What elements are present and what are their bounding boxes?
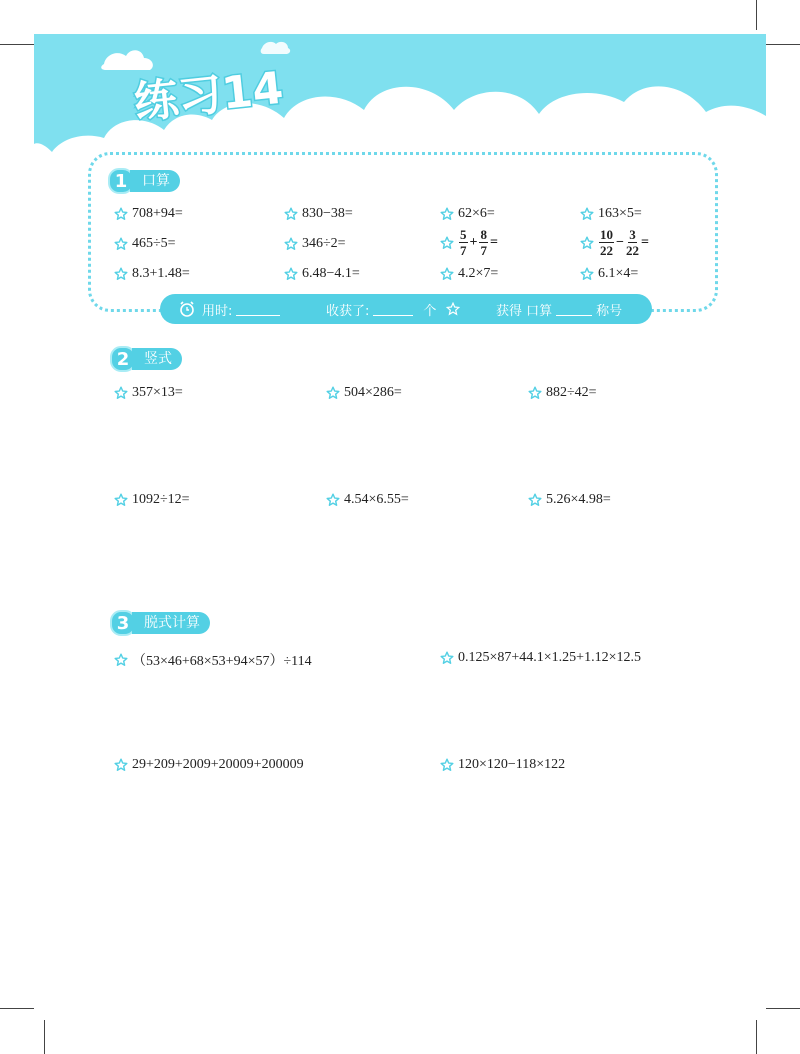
star-icon — [326, 493, 340, 507]
earned-title-field — [496, 294, 622, 324]
star-icon — [114, 386, 128, 400]
crop-mark — [766, 44, 800, 45]
problem-text: 5.26×4.98= — [546, 492, 611, 507]
oral-calc-problem — [440, 266, 498, 282]
fraction: $\frac{10}{22}$ — [600, 227, 613, 258]
time-field — [178, 294, 284, 324]
crop-mark — [0, 44, 34, 45]
fraction: $\frac{3}{22}$ — [625, 227, 639, 258]
section-1-heading — [108, 168, 180, 194]
time-blank — [236, 303, 280, 316]
section-number: 2 — [110, 346, 136, 372]
vertical-calc-problem — [528, 492, 611, 508]
oral-calc-problem — [114, 236, 176, 252]
section-label: 口算 — [130, 170, 180, 192]
problem-text: 1092÷12= — [132, 492, 190, 507]
fraction: $\frac{8}{7}$ — [480, 227, 487, 258]
equals-sign: = — [640, 234, 649, 250]
title-blank — [556, 303, 592, 316]
problem-text: 346÷2= — [302, 236, 346, 251]
star-icon — [114, 493, 128, 507]
star-icon — [580, 207, 594, 221]
star-icon — [284, 237, 298, 251]
star-icon — [440, 236, 454, 250]
fraction: $\frac{5}{7}$ — [460, 227, 467, 258]
star-icon — [114, 237, 128, 251]
oral-calc-problem — [284, 266, 360, 282]
oral-calc-problem — [580, 266, 638, 282]
oral-calc-problem — [114, 266, 190, 282]
crop-mark — [756, 1020, 757, 1054]
unit-label: 个 — [423, 303, 437, 319]
star-icon — [440, 651, 454, 665]
section-label: 竖式 — [132, 348, 182, 370]
problem-text: 0.125×87+44.1×1.25+1.12×12.5 — [458, 650, 641, 665]
vertical-calc-problem — [114, 385, 183, 401]
step-calc-problem — [440, 757, 565, 773]
problem-text: 4.54×6.55= — [344, 492, 409, 507]
harvest-label: 收获了: — [326, 303, 370, 319]
star-icon — [580, 267, 594, 281]
problem-text: 163×5= — [598, 206, 642, 221]
problem-text: 465÷5= — [132, 236, 176, 251]
problem-text: 708+94= — [132, 206, 183, 221]
star-icon — [114, 207, 128, 221]
star-icon — [440, 267, 454, 281]
star-icon — [440, 758, 454, 772]
problem-text: 8.3+1.48= — [132, 266, 190, 281]
vertical-calc-problem — [114, 492, 190, 508]
problem-text: 62×6= — [458, 206, 495, 221]
problem-text: 6.48−4.1= — [302, 266, 360, 281]
star-outline-icon — [446, 302, 460, 316]
vertical-calc-problem — [326, 385, 402, 401]
header-banner — [34, 34, 766, 164]
problem-text: 357×13= — [132, 385, 183, 400]
problem-text: 4.2×7= — [458, 266, 499, 281]
star-icon — [580, 236, 594, 250]
crop-mark — [766, 1008, 800, 1009]
star-icon — [440, 207, 454, 221]
problem-text: 830−38= — [302, 206, 353, 221]
problem-text: 504×286= — [344, 385, 402, 400]
harvest-blank — [373, 303, 413, 316]
operator: − — [616, 234, 624, 250]
star-icon — [284, 207, 298, 221]
fraction-problem-1 — [440, 228, 499, 257]
oral-calc-problem — [114, 206, 183, 222]
section-3-heading — [110, 610, 210, 636]
record-bar — [160, 294, 652, 324]
earned-label: 获得 口算 — [496, 303, 553, 319]
star-icon — [326, 386, 340, 400]
operator: + — [469, 234, 478, 250]
section-number: 1 — [108, 168, 134, 194]
star-icon — [528, 493, 542, 507]
section-2-heading — [110, 346, 182, 372]
fraction-problem-2 — [580, 228, 650, 257]
problem-text: 6.1×4= — [598, 266, 639, 281]
equals-sign: = — [489, 234, 498, 250]
harvest-field — [326, 294, 460, 324]
problem-text: 120×120−118×122 — [458, 757, 566, 772]
step-calc-problem — [440, 650, 641, 666]
time-label: 用时: — [202, 303, 233, 319]
oral-calc-problem — [284, 236, 346, 252]
page-title — [130, 62, 330, 132]
star-icon — [114, 267, 128, 281]
title-label: 称号 — [596, 303, 623, 319]
star-icon — [528, 386, 542, 400]
crop-mark — [756, 0, 757, 30]
star-icon — [114, 653, 128, 667]
crop-mark — [0, 1008, 34, 1009]
problem-text: 882÷42= — [546, 385, 597, 400]
step-calc-problem — [114, 757, 304, 773]
problem-text: 29+209+2009+20009+200009 — [132, 757, 304, 772]
oral-calc-problem — [580, 206, 642, 222]
section-label: 脱式计算 — [132, 612, 210, 634]
section-number: 3 — [110, 610, 136, 636]
vertical-calc-problem — [528, 385, 597, 401]
step-calc-problem — [114, 650, 312, 670]
star-icon — [114, 758, 128, 772]
star-icon — [284, 267, 298, 281]
vertical-calc-problem — [326, 492, 409, 508]
problem-text: （53×46+68×53+94×57）÷114 — [132, 654, 312, 669]
alarm-clock-icon — [178, 300, 196, 318]
crop-mark — [44, 1020, 45, 1054]
oral-calc-problem — [284, 206, 353, 222]
svg-text:练习14: 练习14 — [131, 62, 286, 129]
oral-calc-problem — [440, 206, 495, 222]
